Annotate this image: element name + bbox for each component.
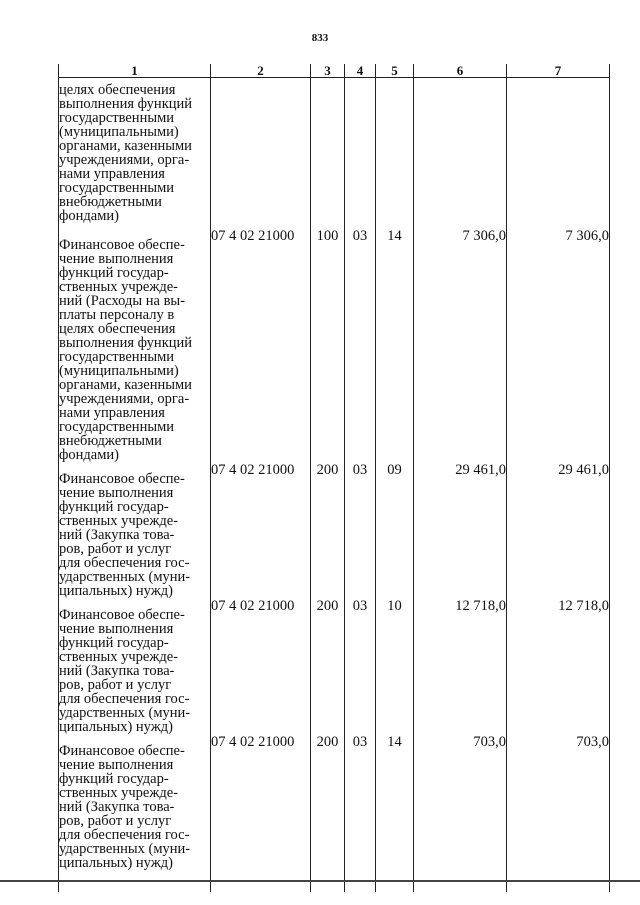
col-header-2: 2 xyxy=(211,64,311,78)
table-row xyxy=(59,78,610,229)
description-line: функций государ- xyxy=(59,635,169,651)
description-line: функций государ- xyxy=(59,265,169,281)
expense-description xyxy=(59,462,211,598)
expense-description xyxy=(59,78,211,229)
description-line: целях обеспечения xyxy=(59,321,176,337)
col-header-7: 7 xyxy=(507,64,610,78)
subsection-code: 09 xyxy=(376,462,414,598)
amount-col-6: 29 461,0 xyxy=(414,462,507,598)
expense-description xyxy=(59,228,211,462)
amount-col-6 xyxy=(414,78,507,229)
col-header-6: 6 xyxy=(414,64,507,78)
table-row xyxy=(59,734,610,892)
description-line: (муниципальными) xyxy=(59,124,179,140)
description-line: Финансовое обеспе- xyxy=(59,743,185,759)
column-number-header xyxy=(59,64,610,78)
description-line: функций государ- xyxy=(59,771,169,787)
description-line: (муниципальными) xyxy=(59,363,179,379)
col-header-5: 5 xyxy=(376,64,414,78)
description-line: чение выполнения xyxy=(59,485,174,501)
description-line: Финансовое обеспе- xyxy=(59,471,185,487)
description-line: целях обеспечения xyxy=(59,82,176,98)
expense-description xyxy=(59,734,211,892)
expense-type-code: 100 xyxy=(311,228,345,462)
description-line: ров, работ и услуг xyxy=(59,813,172,829)
description-line: ний (Расходы на вы- xyxy=(59,293,185,309)
amount-col-7: 29 461,0 xyxy=(507,462,610,598)
description-line: ципальных) нужд) xyxy=(59,855,173,871)
description-line: ципальных) нужд) xyxy=(59,719,173,735)
expense-description xyxy=(59,598,211,734)
amount-col-7: 7 306,0 xyxy=(507,228,610,462)
amount-col-7 xyxy=(507,78,610,229)
expense-type-code: 200 xyxy=(311,734,345,892)
description-line: ственных учрежде- xyxy=(59,279,178,295)
description-line: ципальных) нужд) xyxy=(59,583,173,599)
amount-col-6: 7 306,0 xyxy=(414,228,507,462)
table-row xyxy=(59,462,610,598)
description-line: ний (Закупка това- xyxy=(59,663,175,679)
amount-col-7: 703,0 xyxy=(507,734,610,892)
description-line: ственных учрежде- xyxy=(59,785,178,801)
description-line: ний (Закупка това- xyxy=(59,799,175,815)
description-line: государственными xyxy=(59,349,175,365)
description-line: государственными xyxy=(59,419,175,435)
section-code: 03 xyxy=(345,462,376,598)
subsection-code: 14 xyxy=(376,228,414,462)
target-article-code: 07 4 02 21000 xyxy=(211,462,311,598)
description-line: Финансовое обеспе- xyxy=(59,237,185,253)
col-header-4: 4 xyxy=(345,64,376,78)
description-line: органами, казенными xyxy=(59,377,192,393)
amount-col-7: 12 718,0 xyxy=(507,598,610,734)
expense-type-code: 200 xyxy=(311,462,345,598)
description-line: для обеспечения гос- xyxy=(59,827,190,843)
description-line: учреждениями, орга- xyxy=(59,152,190,168)
description-line: платы персоналу в xyxy=(59,307,175,323)
description-line: для обеспечения гос- xyxy=(59,691,190,707)
col-header-1: 1 xyxy=(59,64,211,78)
description-line: Финансовое обеспе- xyxy=(59,607,185,623)
description-line: нами управления xyxy=(59,166,165,182)
section-code xyxy=(345,78,376,229)
target-article-code: 07 4 02 21000 xyxy=(211,598,311,734)
col-header-3: 3 xyxy=(311,64,345,78)
description-line: внебюджетными xyxy=(59,194,162,210)
target-article-code: 07 4 02 21000 xyxy=(211,228,311,462)
table-row xyxy=(59,228,610,462)
table-row xyxy=(59,598,610,734)
target-article-code xyxy=(211,78,311,229)
description-line: учреждениями, орга- xyxy=(59,391,190,407)
subsection-code xyxy=(376,78,414,229)
description-line: фондами) xyxy=(59,208,119,224)
description-line: ственных учрежде- xyxy=(59,649,178,665)
section-code: 03 xyxy=(345,598,376,734)
description-line: чение выполнения xyxy=(59,757,174,773)
section-code: 03 xyxy=(345,228,376,462)
description-line: фондами) xyxy=(59,447,119,463)
target-article-code: 07 4 02 21000 xyxy=(211,734,311,892)
description-line: органами, казенными xyxy=(59,138,192,154)
description-line: государственными xyxy=(59,180,175,196)
expense-type-code: 200 xyxy=(311,598,345,734)
amount-col-6: 12 718,0 xyxy=(414,598,507,734)
description-line: чение выполнения xyxy=(59,251,174,267)
description-line: ударственных (муни- xyxy=(59,569,191,585)
page-number: 833 xyxy=(311,32,329,44)
description-line: ров, работ и услуг xyxy=(59,541,172,557)
description-line: для обеспечения гос- xyxy=(59,555,190,571)
amount-col-6: 703,0 xyxy=(414,734,507,892)
budget-table xyxy=(58,64,610,892)
expense-type-code xyxy=(311,78,345,229)
section-code: 03 xyxy=(345,734,376,892)
description-line: выполнения функций xyxy=(59,96,193,112)
description-line: ров, работ и услуг xyxy=(59,677,172,693)
description-line: внебюджетными xyxy=(59,433,162,449)
description-line: чение выполнения xyxy=(59,621,174,637)
description-line: ственных учрежде- xyxy=(59,513,178,529)
description-line: ний (Закупка това- xyxy=(59,527,175,543)
description-line: государственными xyxy=(59,110,175,126)
description-line: нами управления xyxy=(59,405,165,421)
subsection-code: 14 xyxy=(376,734,414,892)
description-line: выполнения функций xyxy=(59,335,193,351)
description-line: функций государ- xyxy=(59,499,169,515)
description-line: ударственных (муни- xyxy=(59,841,191,857)
scan-bottom-edge xyxy=(0,880,640,882)
description-line: ударственных (муни- xyxy=(59,705,191,721)
subsection-code: 10 xyxy=(376,598,414,734)
